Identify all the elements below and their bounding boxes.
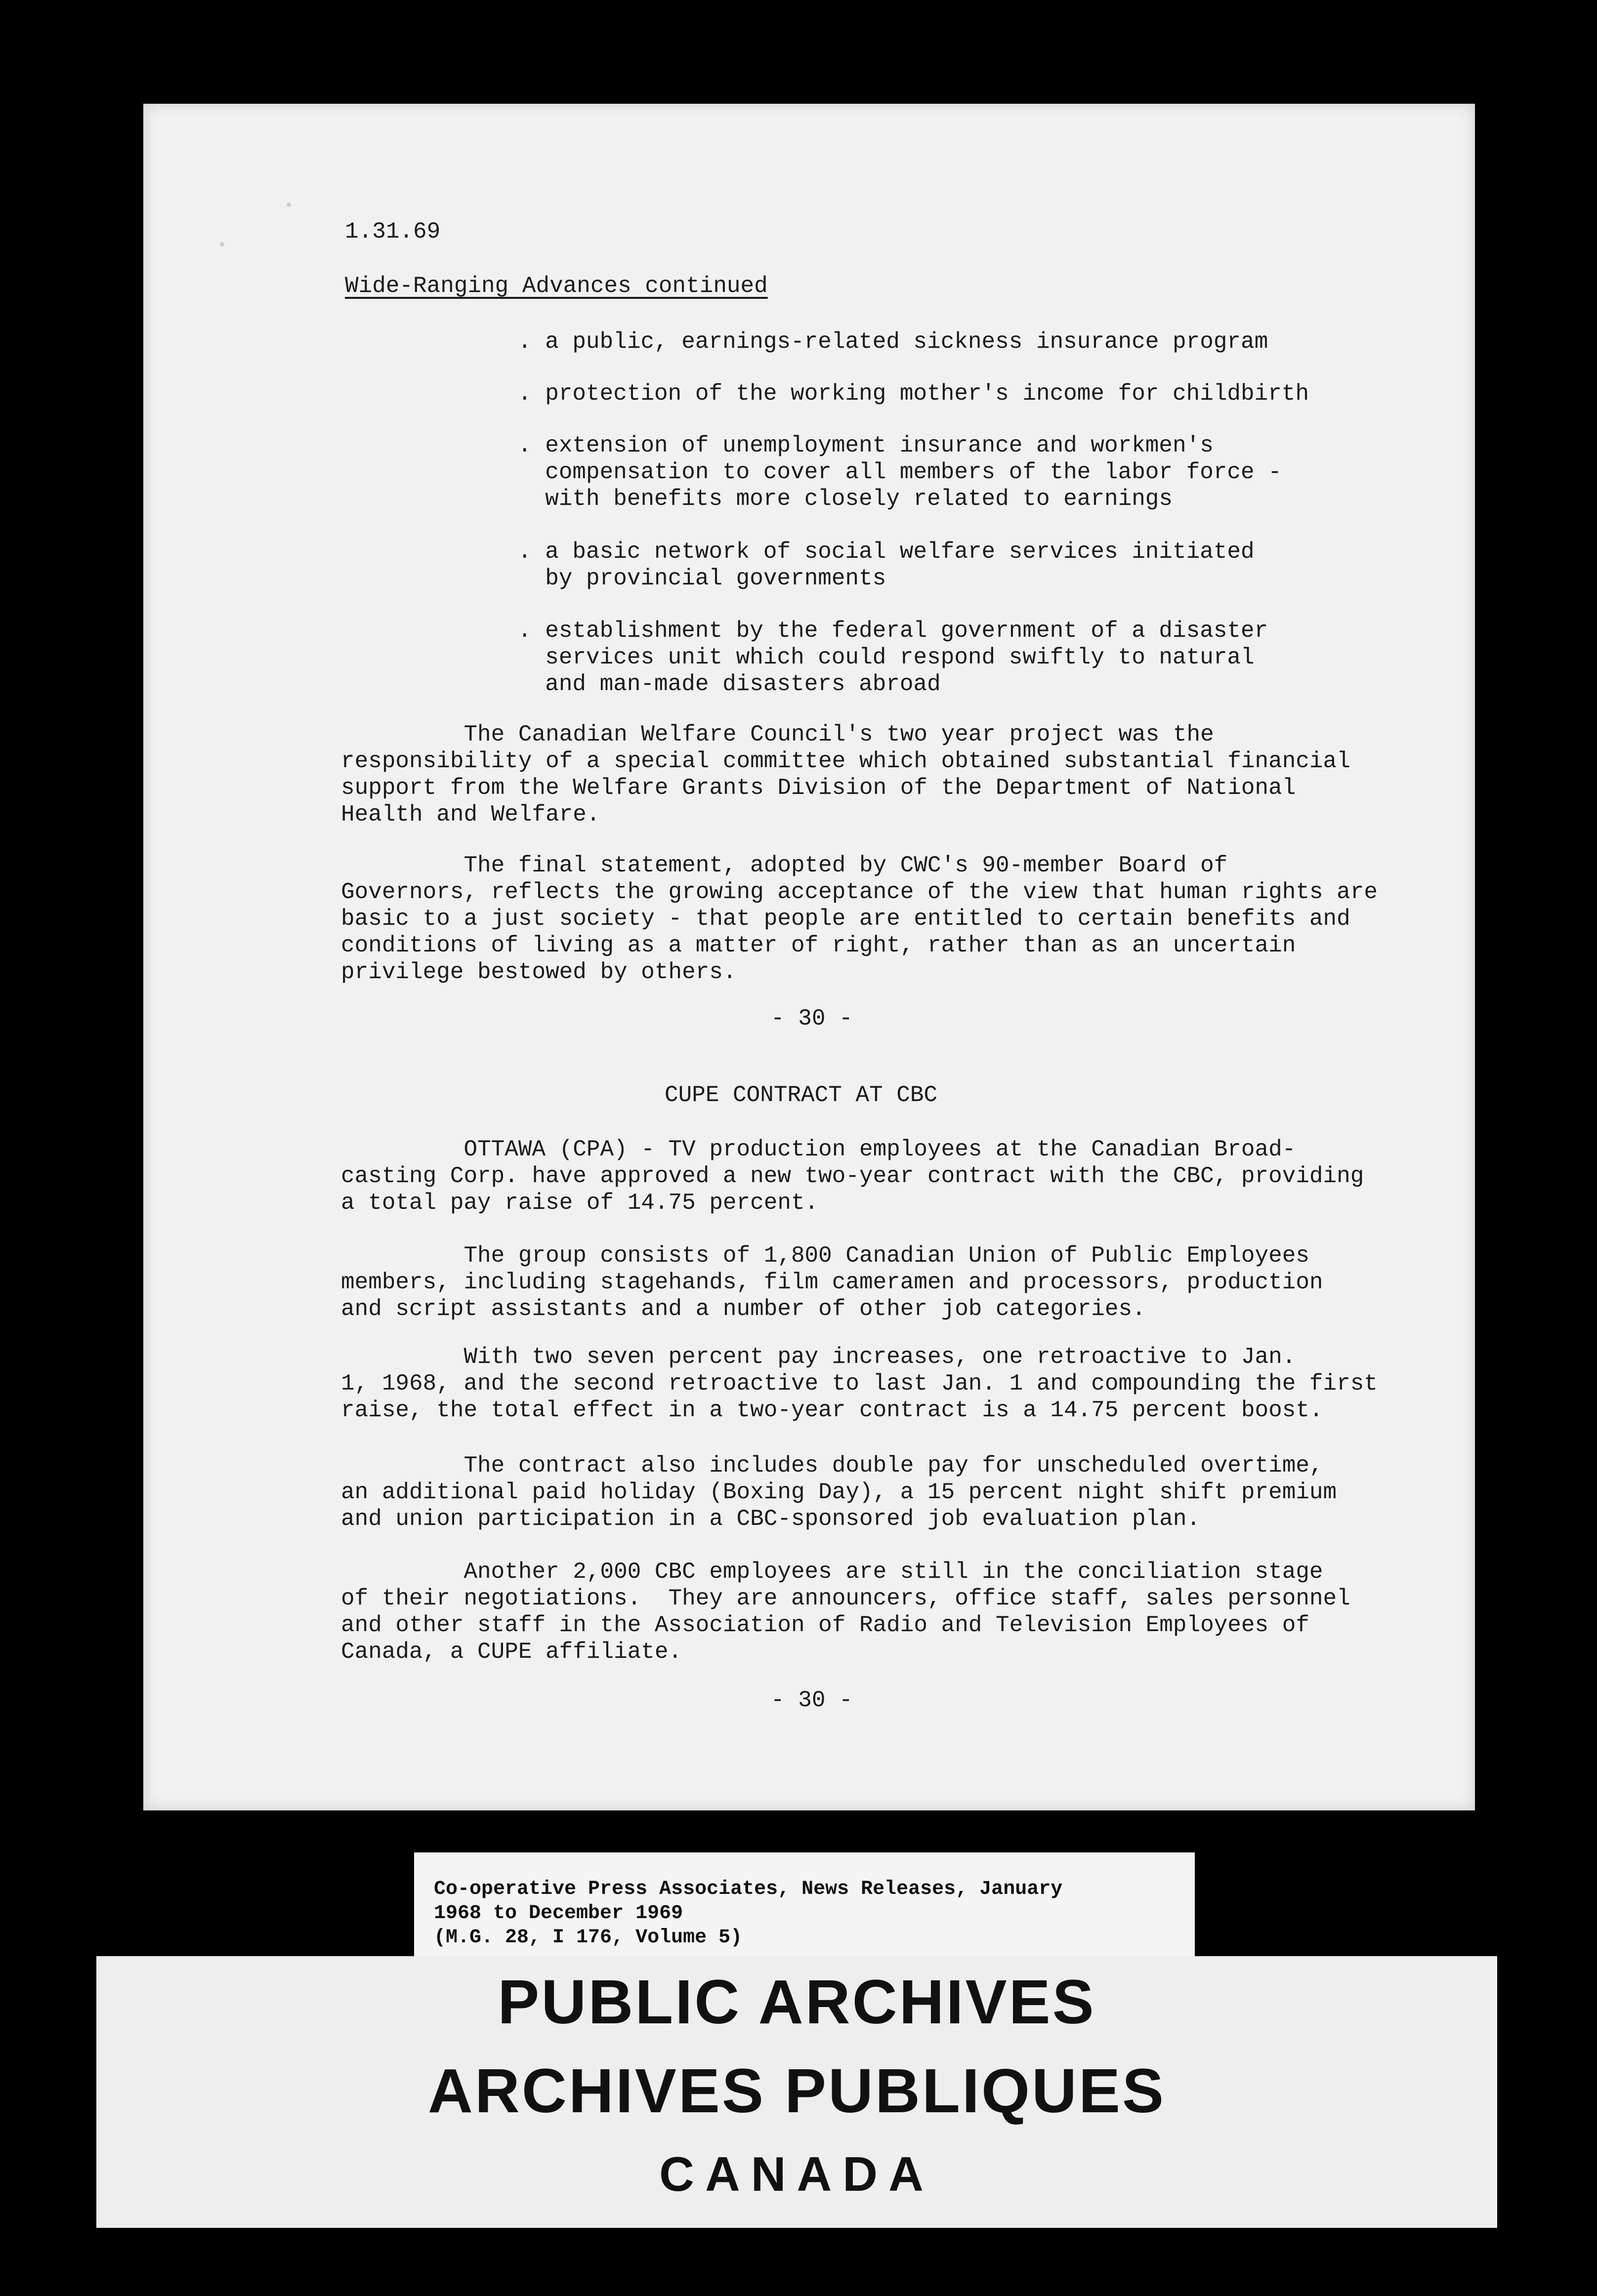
document-date: 1.31.69 — [345, 219, 441, 245]
caption-text: Co-operative Press Associates, News Releases, January 1968 to December 1969 (M.G. 28, I 176, Volume 5) — [434, 1878, 1063, 1949]
paragraph: The Canadian Welfare Council's two year project was the responsibility of a special committee which obtained substantial financial support from the Welfare Grants Division of the Department of National Health and Welfare. — [341, 722, 1350, 827]
bullet-item: . a public, earnings-related sickness insurance program — [518, 329, 1268, 355]
section-heading: Wide-Ranging Advances continued — [345, 273, 768, 299]
section-title: CUPE CONTRACT AT CBC — [665, 1082, 938, 1108]
document-page — [143, 104, 1475, 1810]
speck-mark — [220, 242, 224, 246]
bullet-item: . protection of the working mother's income for childbirth — [518, 381, 1309, 407]
bullet-item: . a basic network of social welfare services initiated by provincial governments — [518, 539, 1255, 591]
paragraph: The group consists of 1,800 Canadian Union of Public Employees members, including stagehands, film cameramen and processors, production and script assistants and a number of other job categories. — [341, 1243, 1323, 1322]
speck-mark — [287, 203, 291, 207]
stamp-line-public-archives: PUBLIC ARCHIVES — [498, 1967, 1096, 2037]
paragraph: Another 2,000 CBC employees are still in the conciliation stage of their negotiations. They are announcers, office staff, sales personnel and other staff in the Association of Radio and Television Employees of Canada, a CUPE affiliate. — [341, 1559, 1350, 1665]
bullet-item: . extension of unemployment insurance and workmen's compensation to cover all members of the labor force - with benefits more closely related to earnings — [518, 433, 1282, 512]
paragraph: With two seven percent pay increases, one retroactive to Jan. 1, 1968, and the second retroactive to last Jan. 1 and compounding the first raise, the total effect in a two-year contract is a 14.75 percent boost. — [341, 1344, 1378, 1423]
paragraph: The contract also includes double pay for unscheduled overtime, an additional paid holiday (Boxing Day), a 15 percent night shift premium and union participation in a CBC-sponsored job evaluation plan. — [341, 1453, 1337, 1532]
page-number: - 30 - — [771, 1006, 853, 1031]
bullet-item: . establishment by the federal government of a disaster services unit which could respond swiftly to natural and man-made disasters abroad — [518, 618, 1268, 697]
stamp-line-archives-publiques: ARCHIVES PUBLIQUES — [427, 2056, 1166, 2126]
paragraph: OTTAWA (CPA) - TV production employees at the Canadian Broad- casting Corp. have approved a new two-year contract with the CBC, providing a total pay raise of 14.75 percent. — [341, 1137, 1364, 1216]
archive-caption-label — [414, 1852, 1195, 1956]
page-number: - 30 - — [771, 1687, 853, 1713]
archive-stamp — [96, 1956, 1497, 2228]
paragraph: The final statement, adopted by CWC's 90-member Board of Governors, reflects the growing acceptance of the view that human rights are basic to a just society - that people are entitled to certain benefits and conditions of living as a matter of right, rather than as an uncertain privilege bestowed by others. — [341, 853, 1378, 985]
stamp-line-canada: CANADA — [659, 2147, 934, 2201]
